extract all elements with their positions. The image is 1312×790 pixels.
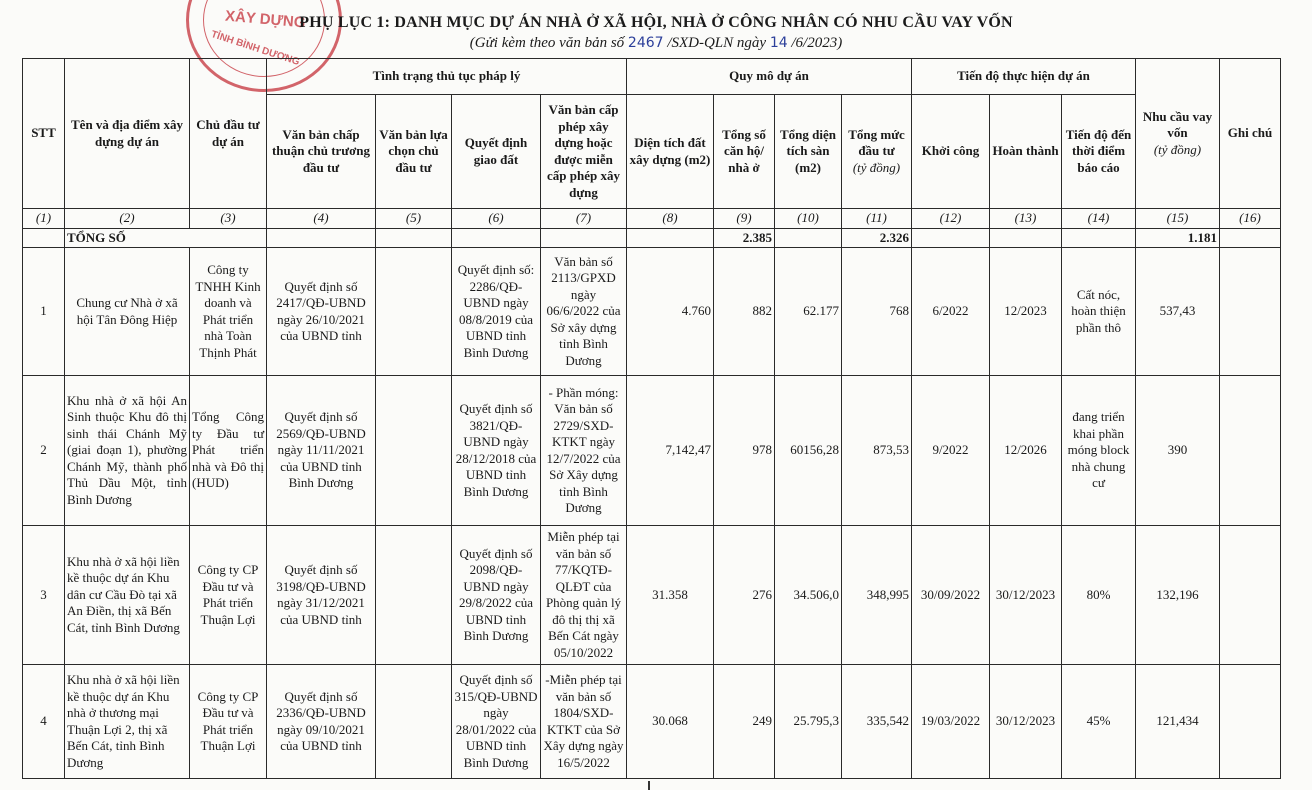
cell-selection (376, 526, 452, 665)
cell-permit: Miễn phép tại văn bản số 77/KQTĐ-QLĐT của Phòng quản lý đô thị thị xã Bến Cát ngày 05/10/2022 (541, 526, 627, 665)
total-units: 2.385 (714, 228, 775, 248)
cell-name: Khu nhà ở xã hội liền kề thuộc dự án Khu nhà ở thương mại Thuận Lợi 2, thị xã Bến Cát, tỉnh Bình Dương (65, 665, 190, 779)
header-scale-group: Quy mô dự án (627, 59, 912, 95)
cell-note (1220, 526, 1281, 665)
cell-units: 882 (714, 248, 775, 376)
cell-investment: 348,995 (842, 526, 912, 665)
cell-current: 45% (1062, 665, 1136, 779)
page-title: PHỤ LỤC 1: DANH MỤC DỰ ÁN NHÀ Ở XÃ HỘI, NHÀ Ở CÔNG NHÂN CÓ NHU CẦU VAY VỐN (299, 14, 1013, 31)
header-investment (842, 95, 912, 209)
cell-area: 30.068 (627, 665, 714, 779)
header-legal-approval: Văn bản chấp thuận chủ trương đầu tư (267, 95, 376, 209)
cell-land: Quyết định số 3821/QĐ-UBND ngày 28/12/2018 của UBND tỉnh Bình Dương (452, 376, 541, 526)
col-num: (14) (1062, 209, 1136, 229)
cell-area: 7,142,47 (627, 376, 714, 526)
cell-approval: Quyết định số 2336/QĐ-UBND ngày 09/10/2021 của UBND tỉnh (267, 665, 376, 779)
cell-name: Chung cư Nhà ở xã hội Tân Đông Hiệp (65, 248, 190, 376)
cell-start: 30/09/2022 (912, 526, 990, 665)
cell-loan: 132,196 (1136, 526, 1220, 665)
cell-approval: Quyết định số 3198/QĐ-UBND ngày 31/12/2021 của UBND tỉnh (267, 526, 376, 665)
seal-center-text: XÂY DỰNG (224, 7, 307, 32)
cell-current: đang triển khai phần móng block nhà chung cư (1062, 376, 1136, 526)
cell-land: Quyết định số 315/QĐ-UBND ngày 28/01/2022 của UBND tỉnh Bình Dương (452, 665, 541, 779)
seal-ring-text: TỈNH BÌNH DƯƠNG (209, 28, 301, 69)
col-num: (8) (627, 209, 714, 229)
cell-note (1220, 248, 1281, 376)
col-num: (16) (1220, 209, 1281, 229)
cell-note (1220, 376, 1281, 526)
cell-current: 80% (1062, 526, 1136, 665)
subtitle-suffix: /6/2023) (787, 35, 843, 51)
header-progress-group: Tiến độ thực hiện dự án (912, 59, 1136, 95)
header-floor-area: Tổng diện tích sàn (m2) (775, 95, 842, 209)
cell-investor: Công ty CP Đầu tư và Phát triển Thuận Lợi (190, 665, 267, 779)
subtitle-prefix: (Gửi kèm theo văn bản số (469, 35, 628, 51)
header-note: Ghi chú (1220, 59, 1281, 209)
col-num: (3) (190, 209, 267, 229)
cell-investor: Công ty CP Đầu tư và Phát triển Thuận Lợi (190, 526, 267, 665)
cell-units: 249 (714, 665, 775, 779)
col-num: (9) (714, 209, 775, 229)
cell-permit: Văn bản số 2113/GPXD ngày 06/6/2022 của Sở xây dựng tỉnh Bình Dương (541, 248, 627, 376)
cell-start: 6/2022 (912, 248, 990, 376)
page-subtitle (0, 35, 1312, 52)
header-investment-unit: (tỷ đồng) (852, 159, 901, 175)
col-num: (13) (990, 209, 1062, 229)
table-row (23, 526, 1281, 665)
header-legal-group: Tình trạng thủ tục pháp lý (267, 59, 627, 95)
header-start: Khởi công (912, 95, 990, 209)
cell-units: 276 (714, 526, 775, 665)
cell-stt: 4 (23, 665, 65, 779)
cell-finish: 30/12/2023 (990, 526, 1062, 665)
total-label: TỔNG SỐ (65, 228, 267, 248)
subtitle-middle: /SXD-QLN ngày (663, 35, 770, 51)
total-investment: 2.326 (842, 228, 912, 248)
cell-investor: Công ty TNHH Kinh doanh và Phát triển nhà Toàn Thịnh Phát (190, 248, 267, 376)
cell-stt: 3 (23, 526, 65, 665)
cell-investment: 768 (842, 248, 912, 376)
cell-area: 31.358 (627, 526, 714, 665)
cell-investment: 873,53 (842, 376, 912, 526)
header-name: Tên và địa điểm xây dựng dự án (65, 59, 190, 209)
column-number-row (23, 209, 1281, 229)
col-num: (10) (775, 209, 842, 229)
cell-permit: -Miễn phép tại văn bản số 1804/SXD-KTKT của Sở Xây dựng ngày 16/5/2022 (541, 665, 627, 779)
cell-finish: 12/2023 (990, 248, 1062, 376)
page-edge-mark (648, 781, 650, 790)
cell-floor-area: 25.795,3 (775, 665, 842, 779)
cell-start: 19/03/2022 (912, 665, 990, 779)
cell-selection (376, 376, 452, 526)
cell-selection (376, 665, 452, 779)
header-current: Tiến độ đến thời điểm báo cáo (1062, 95, 1136, 209)
cell-finish: 12/2026 (990, 376, 1062, 526)
header-investment-label: Tổng mức đầu tư (848, 126, 905, 159)
col-num: (15) (1136, 209, 1220, 229)
cell-note (1220, 665, 1281, 779)
cell-permit: - Phần móng: Văn bản số 2729/SXD-KTKT ngày 12/7/2022 của Sở Xây dựng tỉnh Bình Dương (541, 376, 627, 526)
handwritten-doc-number: 2467 (627, 35, 664, 51)
col-num: (1) (23, 209, 65, 229)
header-legal-selection: Văn bản lựa chọn chủ đầu tư (376, 95, 452, 209)
cell-units: 978 (714, 376, 775, 526)
col-num: (6) (452, 209, 541, 229)
header-loan-unit: (tỷ đồng) (1153, 141, 1202, 157)
cell-name: Khu nhà ở xã hội An Sinh thuộc Khu đô thị sinh thái Chánh Mỹ (giai đoạn 1), phường Chánh Mỹ, thành phố Thủ Dầu Một, tỉnh Bình Dương (65, 376, 190, 526)
header-loan (1136, 59, 1220, 209)
header-stt: STT (23, 59, 65, 209)
header-units: Tổng số căn hộ/ nhà ở (714, 95, 775, 209)
cell-approval: Quyết định số 2569/QĐ-UBND ngày 11/11/2021 của UBND tỉnh Bình Dương (267, 376, 376, 526)
col-num: (11) (842, 209, 912, 229)
table-row (23, 248, 1281, 376)
total-loan: 1.181 (1136, 228, 1220, 248)
cell-stt: 1 (23, 248, 65, 376)
cell-current: Cất nóc, hoàn thiện phần thô (1062, 248, 1136, 376)
total-row (23, 228, 1281, 248)
header-finish: Hoàn thành (990, 95, 1062, 209)
col-num: (4) (267, 209, 376, 229)
header-investor: Chủ đầu tư dự án (190, 59, 267, 209)
cell-floor-area: 62.177 (775, 248, 842, 376)
col-num: (12) (912, 209, 990, 229)
cell-floor-area: 60156,28 (775, 376, 842, 526)
project-table (22, 58, 1281, 779)
table-row (23, 376, 1281, 526)
header-loan-label: Nhu cầu vay vốn (1142, 108, 1213, 141)
cell-loan: 537,43 (1136, 248, 1220, 376)
col-num: (2) (65, 209, 190, 229)
handwritten-doc-day: 14 (769, 35, 788, 51)
cell-area: 4.760 (627, 248, 714, 376)
header-legal-land: Quyết định giao đất (452, 95, 541, 209)
cell-loan: 121,434 (1136, 665, 1220, 779)
header-legal-permit: Văn bản cấp phép xây dựng hoặc được miễn cấp phép xây dựng (541, 95, 627, 209)
cell-selection (376, 248, 452, 376)
cell-investment: 335,542 (842, 665, 912, 779)
cell-investor: Tổng Công ty Đầu tư Phát triển nhà và Đô thị (HUD) (190, 376, 267, 526)
col-num: (7) (541, 209, 627, 229)
header-area: Diện tích đất xây dựng (m2) (627, 95, 714, 209)
cell-floor-area: 34.506,0 (775, 526, 842, 665)
cell-name: Khu nhà ở xã hội liền kề thuộc dự án Khu dân cư Cầu Đò tại xã An Điền, thị xã Bến Cát, tỉnh Bình Dương (65, 526, 190, 665)
cell-start: 9/2022 (912, 376, 990, 526)
col-num: (5) (376, 209, 452, 229)
table-row (23, 665, 1281, 779)
cell-approval: Quyết định số 2417/QĐ-UBND ngày 26/10/2021 của UBND tỉnh (267, 248, 376, 376)
cell-land: Quyết định số 2098/QĐ-UBND ngày 29/8/2022 của UBND tỉnh Bình Dương (452, 526, 541, 665)
cell-finish: 30/12/2023 (990, 665, 1062, 779)
cell-stt: 2 (23, 376, 65, 526)
cell-loan: 390 (1136, 376, 1220, 526)
cell-land: Quyết định số: 2286/QĐ-UBND ngày 08/8/2019 của UBND tỉnh Bình Dương (452, 248, 541, 376)
